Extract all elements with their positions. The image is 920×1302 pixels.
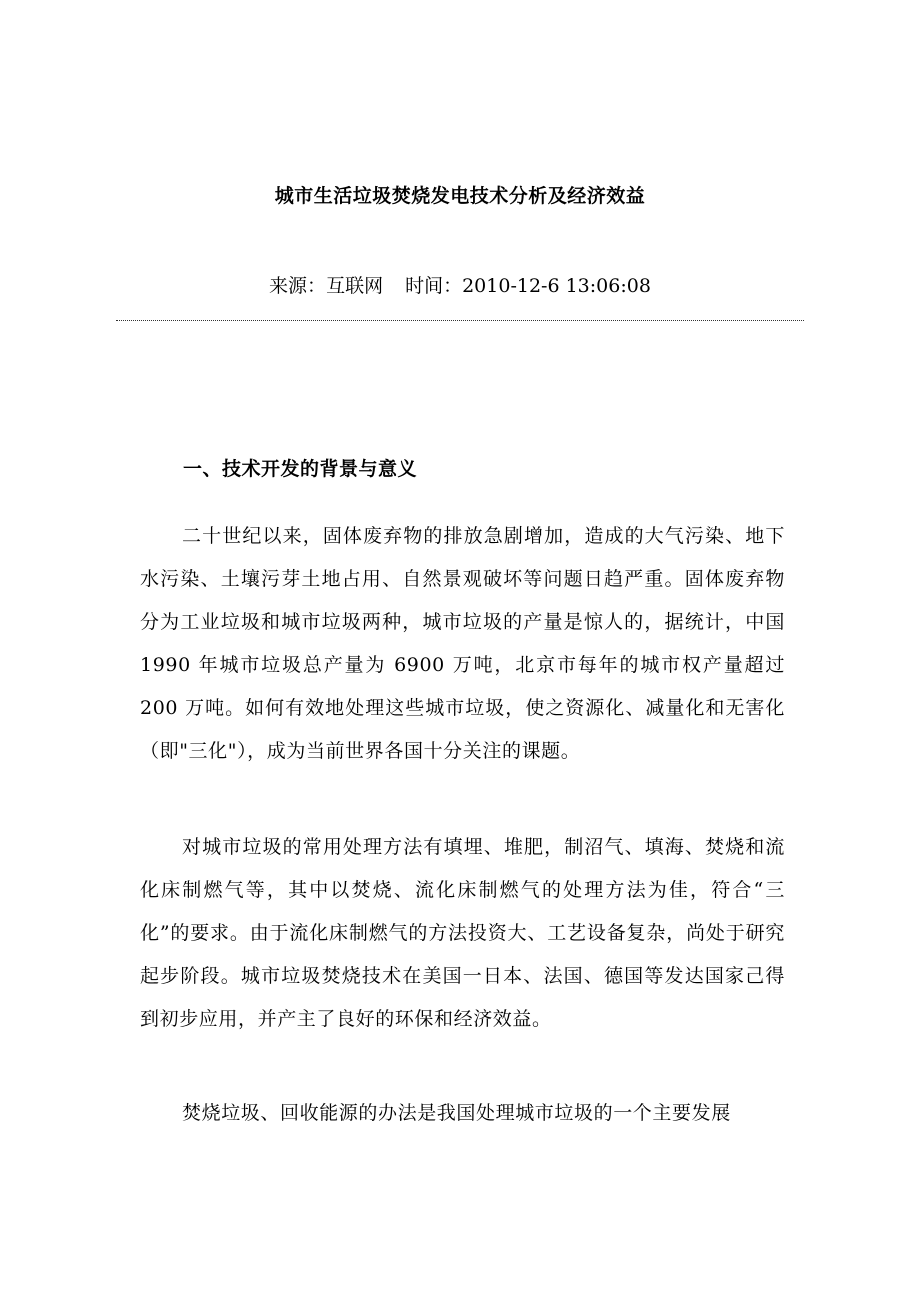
time-label: 时间： <box>405 275 463 297</box>
dotted-divider <box>116 320 804 321</box>
source-value: 互联网 <box>326 275 384 297</box>
paragraph: 焚烧垃圾、回收能源的办法是我国处理城市垃圾的一个主要发展 <box>182 1102 731 1124</box>
section-heading: 一、技术开发的背景与意义 <box>183 458 418 480</box>
document-title: 城市生活垃圾焚烧发电技术分析及经济效益 <box>274 185 646 207</box>
document-meta <box>0 273 920 299</box>
source-label: 来源： <box>269 275 327 297</box>
paragraph: 二十世纪以来，固体废弃物的排放急剧增加，造成的大气污染、地下水污染、土壤污芽土地占用、自然景观破坏等问题日趋严重。固体废弃物分为工业垃圾和城市垃圾两种，城市垃圾的产量是惊人的，据统计，中国 1990 年城市垃圾总产量为 6900 万吨，北京市每年的城市权产量超过 200 万吨。如何有效地处理这些城市垃圾，使之资源化、减量化和无害化（即"三化"），成为当前世界各国十分关注的课题。 <box>140 525 785 762</box>
paragraph: 对城市垃圾的常用处理方法有填埋、堆肥，制沼气、填海、焚烧和流化床制燃气等，其中以焚烧、流化床制燃气的处理方法为佳，符合“三化”的要求。由于流化床制燃气的方法投资大、工艺设备复杂，尚处于研究起步阶段。城市垃圾焚烧技术在美国一日本、法国、德国等发达国家己得到初步应用，并产主了良好的环保和经济效益。 <box>140 836 785 1030</box>
time-value: 2010-12-6 13:06:08 <box>462 275 651 297</box>
